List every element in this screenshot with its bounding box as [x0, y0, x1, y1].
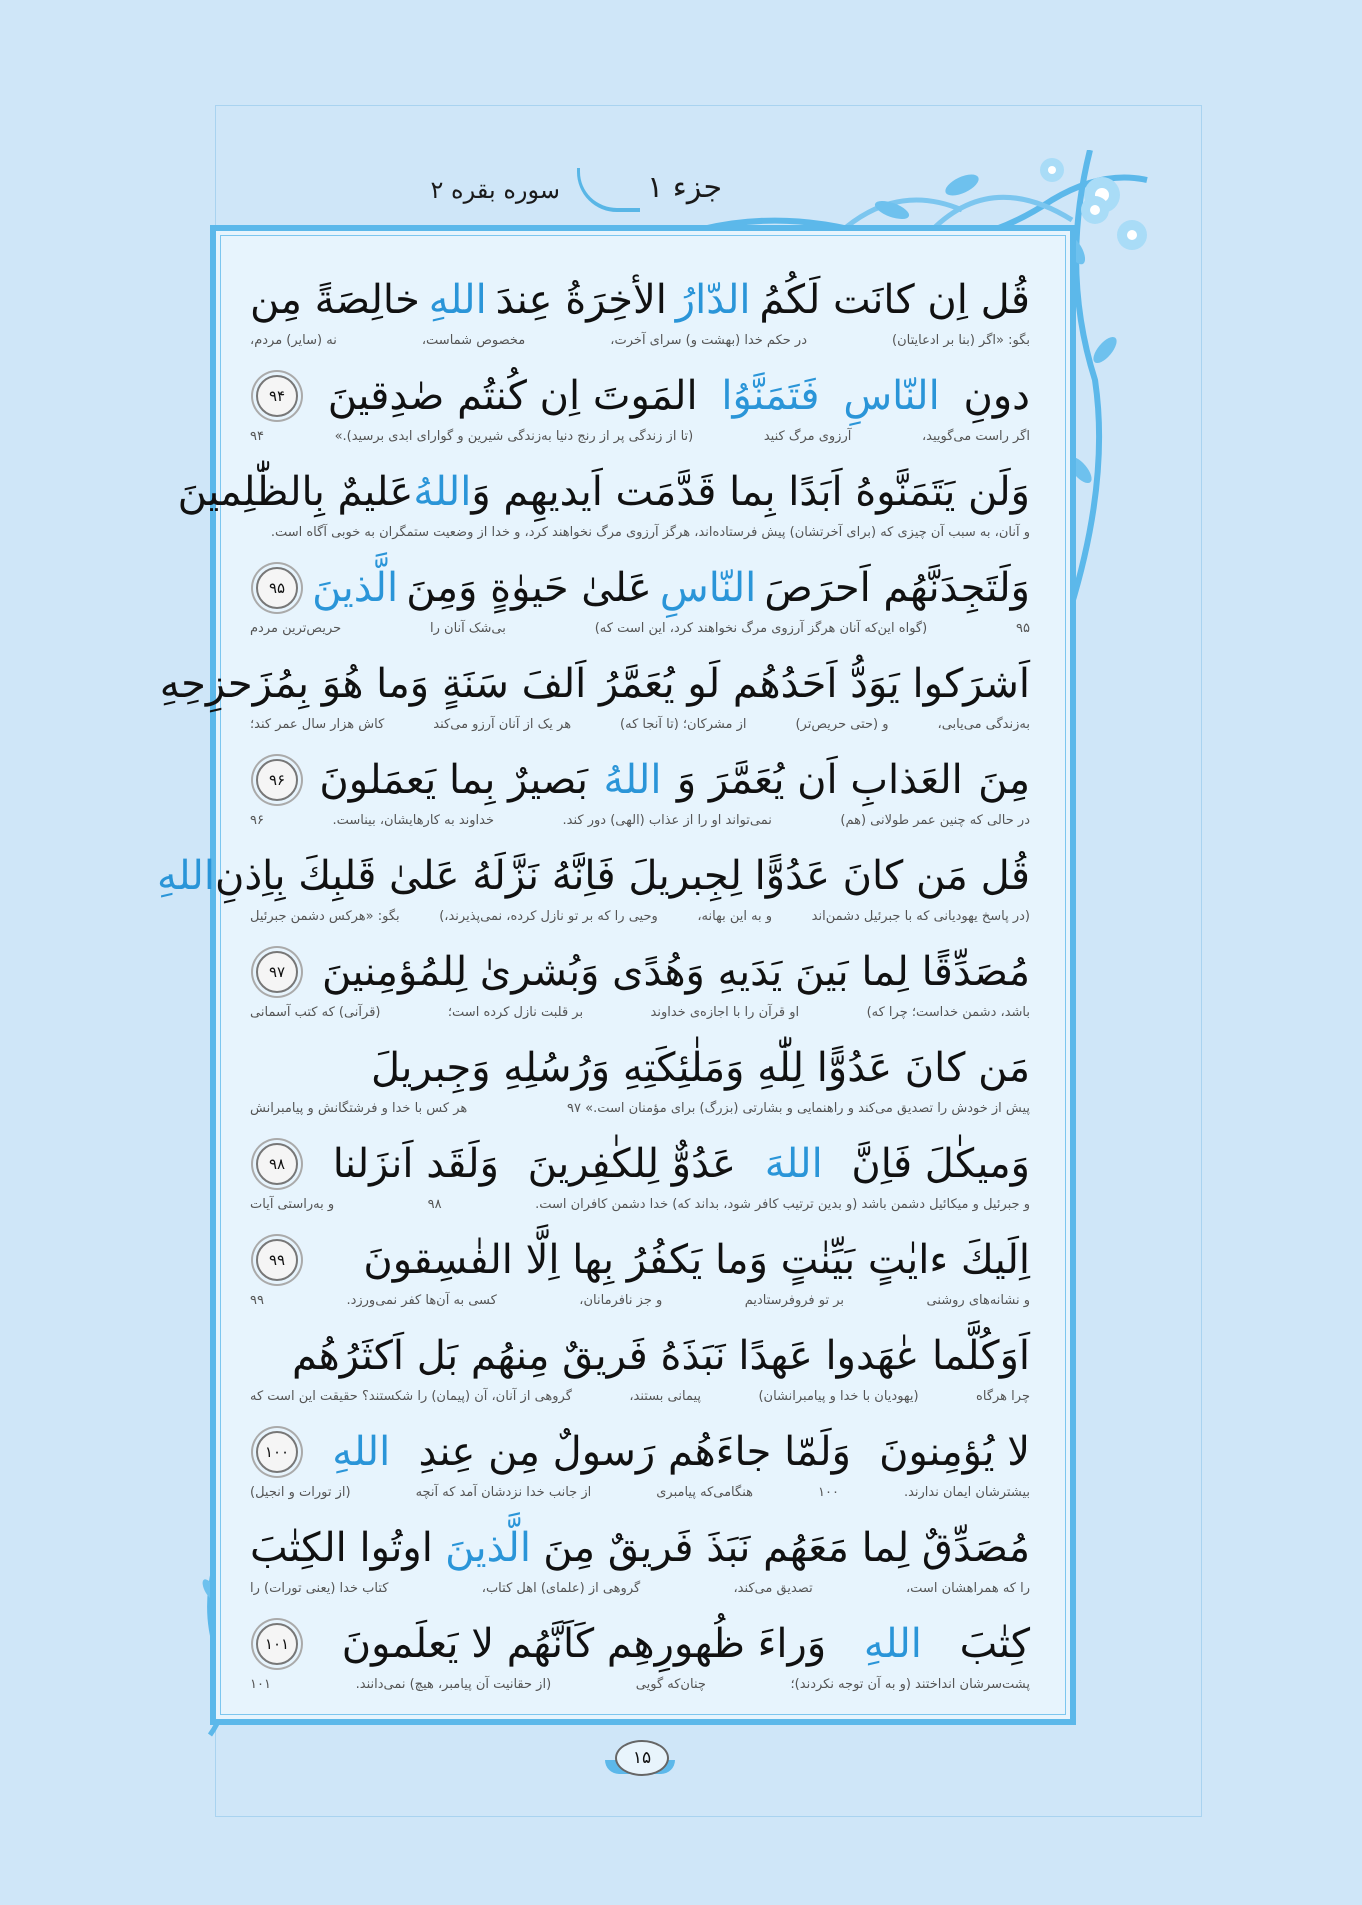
translation-text: [250, 1002, 1030, 1024]
translation-segment: (در پاسخ یهودیانی که با جبرئیل دشمن‌اند: [811, 909, 1030, 924]
translation-text: [250, 1290, 1030, 1312]
ayah-rosette-icon: ۹۸: [256, 1143, 298, 1185]
translation-segment: چرا هرگاه: [976, 1389, 1030, 1404]
translation-segment: آرزوی مرگ کنید: [763, 429, 852, 444]
arabic-text: [250, 1518, 1030, 1578]
translation-segment: در حالی که چنین عمر طولانی (هم): [840, 813, 1030, 828]
arabic-segment: اللهِ: [156, 853, 215, 899]
translation-segment: و (حتی حریص‌تر): [795, 717, 889, 732]
arabic-segment: اَشرَكوا يَوَدُّ اَحَدُهُم لَو يُعَمَّرُ اَلفَ سَنَةٍ وَما هُوَ بِمُزَحزِحِهِ: [159, 661, 1030, 707]
arabic-segment: الَّذينَ: [445, 1525, 531, 1571]
translation-segment: گروهی از آنان، آن (پیمان) را شکستند؟ حقیقت این است که: [250, 1389, 572, 1404]
translation-segment: (یهودیان با خدا و پیامبرانشان): [758, 1389, 919, 1404]
translation-segment: و آنان، به سبب آن چیزی که (برای آخرتشان) پیش فرستاده‌اند، هرگز آرزوی مرگ نخواهند کرد، و خدا از وضعیت ستمگران به خوبی آگاه است.: [270, 525, 1030, 540]
translation-segment: بگو: «هرکس دشمن جبرئیل: [250, 909, 400, 924]
arabic-text: [250, 270, 1030, 330]
translation-segment: ۱۰۱: [250, 1677, 271, 1692]
arabic-segment: المَوتَ اِن كُنتُم صٰدِقينَ: [327, 373, 698, 419]
verse-line: [156, 846, 1030, 942]
arabic-text: [250, 366, 1030, 426]
translation-segment: به‌زندگی می‌یابی،: [937, 717, 1030, 732]
ayah-rosette-icon: ۹۶: [256, 759, 298, 801]
translation-segment: ۹۴: [250, 429, 264, 444]
translation-segment: و به‌راستی آیات: [250, 1197, 335, 1212]
translation-segment: نه (سایر) مردم،: [250, 333, 337, 348]
ayah-rosette-icon: ۹۹: [256, 1239, 298, 1281]
translation-segment: کسی به آن‌ها کفر نمی‌ورزد.: [346, 1293, 497, 1308]
ayah-rosette-icon: ۹۴: [256, 375, 298, 417]
ayah-rosette-icon: ۹۷: [256, 951, 298, 993]
translation-segment: بی‌شک آنان را: [430, 621, 506, 636]
ayah-rosette-icon: ۱۰۱: [256, 1623, 298, 1665]
translation-segment: خداوند به کارهایشان، بیناست.: [332, 813, 495, 828]
arabic-segment: فَتَمَنَّوُا: [721, 373, 820, 419]
translation-text: [250, 522, 1030, 544]
arabic-text: [250, 1134, 1030, 1194]
arabic-text: [250, 1230, 1030, 1290]
arabic-segment: اِلَيكَ ءايٰتٍ بَيِّنٰتٍ وَما يَكفُرُ بِها اِلَّا الفٰسِقونَ: [363, 1237, 1030, 1283]
translation-segment: (از تورات و انجیل): [250, 1485, 351, 1500]
arabic-segment: وَلَن يَتَمَنَّوهُ اَبَدًا بِما قَدَّمَت اَيديهِم وَ: [471, 469, 1030, 515]
verse-line: [250, 1230, 1030, 1326]
arabic-text: [177, 462, 1030, 522]
translation-segment: اگر راست می‌گویید،: [921, 429, 1030, 444]
arabic-segment: دونِ: [963, 373, 1030, 419]
arabic-segment: الَّذينَ: [312, 565, 399, 611]
arabic-text: [250, 942, 1030, 1002]
arabic-segment: مُصَدِّقٌ لِما مَعَهُم نَبَذَ فَريقٌ مِنَ: [543, 1525, 1030, 1571]
translation-segment: ۹۸: [427, 1197, 442, 1212]
arabic-segment: اللهِ: [332, 1429, 391, 1475]
verse-line: [250, 1038, 1030, 1134]
arabic-segment: اللهِ: [863, 1621, 922, 1667]
arabic-segment: وَلَقَد اَنزَلنا: [332, 1141, 499, 1187]
arabic-segment: مِنَ: [978, 757, 1030, 803]
translation-segment: (از حقانیت آن پیامبر، هیچ) نمی‌دانند.: [355, 1677, 552, 1692]
arabic-text: [250, 1326, 1030, 1386]
arabic-segment: بَصيرٌ بِما يَعمَلونَ: [319, 757, 589, 803]
arabic-segment: الدّارُ: [675, 277, 751, 323]
translation-segment: و جز نافرمانان،: [579, 1293, 663, 1308]
translation-segment: ۹۵: [1016, 621, 1030, 636]
verse-line: [250, 1518, 1030, 1614]
translation-text: [250, 906, 1030, 928]
translation-segment: ۱۰۰: [817, 1485, 839, 1500]
translation-segment: بیشترشان ایمان ندارند.: [903, 1485, 1030, 1500]
verse-line: [250, 270, 1030, 366]
translation-segment: گروهی از (علمای) اهل کتاب،: [481, 1581, 641, 1596]
translation-segment: را که همراهشان است،: [905, 1581, 1030, 1596]
arabic-segment: اللهُ: [603, 757, 662, 803]
verse-line: [250, 1422, 1030, 1518]
arabic-segment: مُصَدِّقًا لِما بَينَ يَدَيهِ وَهُدًى وَبُشرىٰ لِلمُؤمِنينَ: [321, 949, 1030, 995]
arabic-segment: كِتٰبَ: [959, 1621, 1030, 1667]
juz-label: جزء ۱: [647, 170, 722, 205]
arabic-segment: الأخِرَةُ عِندَ: [495, 277, 667, 323]
verse-line: [250, 1134, 1030, 1230]
verse-line: [250, 1614, 1030, 1710]
verse-line: [250, 558, 1030, 654]
translation-segment: پشت‌سرشان انداختند (و به آن توجه نکردند)؛: [790, 1677, 1030, 1692]
translation-segment: وحیی را که بر تو نازل کرده، نمی‌پذیرند،): [439, 909, 658, 924]
arabic-segment: العَذابِ اَن يُعَمَّرَ وَ: [676, 757, 963, 803]
translation-segment: کاش هزار سال عمر کند؛: [250, 717, 385, 732]
verse-line: [250, 366, 1030, 462]
translation-segment: و جبرئیل و میکائیل دشمن باشد (و بدین ترتیب کافر شود، بداند که) خدا دشمن کافران است.: [535, 1197, 1030, 1212]
arabic-segment: وَلَمّا جاءَهُم رَسولٌ مِن عِندِ: [418, 1429, 851, 1475]
page-header: [300, 160, 750, 210]
arabic-segment: قُل مَن كانَ عَدُوًّا لِجِبريلَ فَاِنَّهُ نَزَّلَهُ عَلىٰ قَلبِكَ بِاِذنِ: [214, 853, 1030, 899]
translation-text: [250, 1386, 1030, 1408]
translation-segment: از مشرکان؛ (تا آنجا که): [620, 717, 747, 732]
arabic-segment: لا يُؤمِنونَ: [879, 1429, 1030, 1475]
arabic-segment: اللهِ: [428, 277, 487, 323]
arabic-text: [156, 846, 1030, 906]
translation-segment: حریص‌ترین مردم: [250, 621, 342, 636]
translation-segment: از جانب خدا نزدشان آمد که آنچه: [415, 1485, 592, 1500]
verse-line: [250, 942, 1030, 1038]
ayah-rosette-icon: ۹۵: [256, 567, 298, 609]
arabic-segment: اللهَ: [764, 1141, 823, 1187]
arabic-segment: قُل اِن كانَت لَكُمُ: [759, 277, 1030, 323]
verse-line: [250, 1326, 1030, 1422]
translation-segment: پیش از خودش را تصدیق می‌کند و راهنمایی و بشارتی (بزرگ) برای مؤمنان است.» ۹۷: [567, 1101, 1030, 1116]
translation-segment: ۹۶: [250, 813, 264, 828]
translation-text: [250, 426, 1030, 448]
translation-segment: و نشانه‌های روشنی: [926, 1293, 1030, 1308]
arabic-text: [250, 558, 1030, 618]
translation-segment: هنگامی‌که پیامبری: [656, 1485, 753, 1500]
page-number: ۱۵: [615, 1740, 669, 1776]
surah-label: سوره بقره ۲: [430, 176, 560, 204]
verse-line: [250, 750, 1030, 846]
translation-text: [250, 1578, 1030, 1600]
arabic-text: [159, 654, 1030, 714]
translation-text: [250, 1098, 1030, 1120]
translation-segment: کتاب خدا (یعنی تورات) را: [250, 1581, 389, 1596]
arabic-segment: النّاسِ: [659, 565, 757, 611]
arabic-segment: عَلىٰ حَيوٰةٍ وَمِنَ: [406, 565, 652, 611]
arabic-segment: خالِصَةً مِن: [250, 277, 420, 323]
arabic-segment: عَليمٌ بِالظّٰلِمينَ: [177, 469, 414, 515]
translation-text: [250, 618, 1030, 640]
translation-segment: باشد، دشمن خداست؛ چرا که): [866, 1005, 1030, 1020]
translation-segment: بگو: «اگر (بنا بر ادعایتان): [892, 333, 1030, 348]
translation-text: [250, 1482, 1030, 1504]
translation-segment: هر یک از آنان آرزو می‌کند: [433, 717, 572, 732]
verse-line: [177, 462, 1030, 558]
translation-segment: بر تو فروفرستادیم: [744, 1293, 845, 1308]
translation-segment: و به این بهانه،: [697, 909, 773, 924]
arabic-text: [250, 1038, 1030, 1098]
translation-segment: (گواه این‌که آنان هرگز آرزوی مرگ نخواهند کرد، این است که): [594, 621, 928, 636]
translation-segment: تصدیق می‌کند،: [733, 1581, 813, 1596]
translation-segment: مخصوص شماست،: [421, 333, 526, 348]
arabic-text: [250, 750, 1030, 810]
arabic-segment: عَدُوٌّ لِلكٰفِرينَ: [527, 1141, 736, 1187]
arabic-segment: اوتُوا الكِتٰبَ: [250, 1525, 433, 1571]
translation-text: [250, 714, 1030, 736]
ayah-rosette-icon: ۱۰۰: [256, 1431, 298, 1473]
arabic-segment: اَوَكُلَّما عٰهَدوا عَهدًا نَبَذَهُ فَريقٌ مِنهُم بَل اَكثَرُهُم: [291, 1333, 1030, 1379]
arabic-text: [250, 1614, 1030, 1674]
translation-segment: او قرآن را با اجازه‌ی خداوند: [650, 1005, 800, 1020]
arabic-segment: مَن كانَ عَدُوًّا لِلّٰهِ وَمَلٰئِكَتِهِ وَرُسُلِهِ وَجِبريلَ: [370, 1045, 1030, 1091]
translation-segment: هر کس با خدا و فرشتگانش و پیامبرانش: [250, 1101, 468, 1116]
translation-segment: نمی‌تواند او را از عذاب (الهی) دور کند.: [562, 813, 772, 828]
arabic-segment: اللهُ: [413, 469, 472, 515]
arabic-segment: النّاسِ: [843, 373, 940, 419]
translation-text: [250, 810, 1030, 832]
translation-segment: در حکم خدا (بهشت و) سرای آخرت،: [610, 333, 807, 348]
translation-segment: چنان‌که گویی: [635, 1677, 706, 1692]
translation-segment: بر قلبت نازل کرده است؛: [447, 1005, 584, 1020]
translation-segment: پیمانی بستند،: [629, 1389, 702, 1404]
translation-segment: (تا از زندگی پر از رنج دنیا به‌زندگی شیرین و گوارای ابدی برسید).»: [334, 429, 694, 444]
verse-lines: [156, 270, 1030, 1710]
page-number-medallion: [605, 1740, 675, 1780]
translation-segment: ۹۹: [250, 1293, 264, 1308]
arabic-segment: وَراءَ ظُهورِهِم كَاَنَّهُم لا يَعلَمونَ: [341, 1621, 827, 1667]
translation-text: [250, 1194, 1030, 1216]
translation-text: [250, 330, 1030, 352]
swirl-ornament-icon: [577, 168, 640, 212]
arabic-segment: وَميكٰلَ فَاِنَّ: [851, 1141, 1030, 1187]
translation-text: [250, 1674, 1030, 1696]
arabic-text: [250, 1422, 1030, 1482]
verse-line: [159, 654, 1030, 750]
translation-segment: (قرآنی) که کتب آسمانی: [250, 1005, 381, 1020]
arabic-segment: وَلَتَجِدَنَّهُم اَحرَصَ: [764, 565, 1030, 611]
